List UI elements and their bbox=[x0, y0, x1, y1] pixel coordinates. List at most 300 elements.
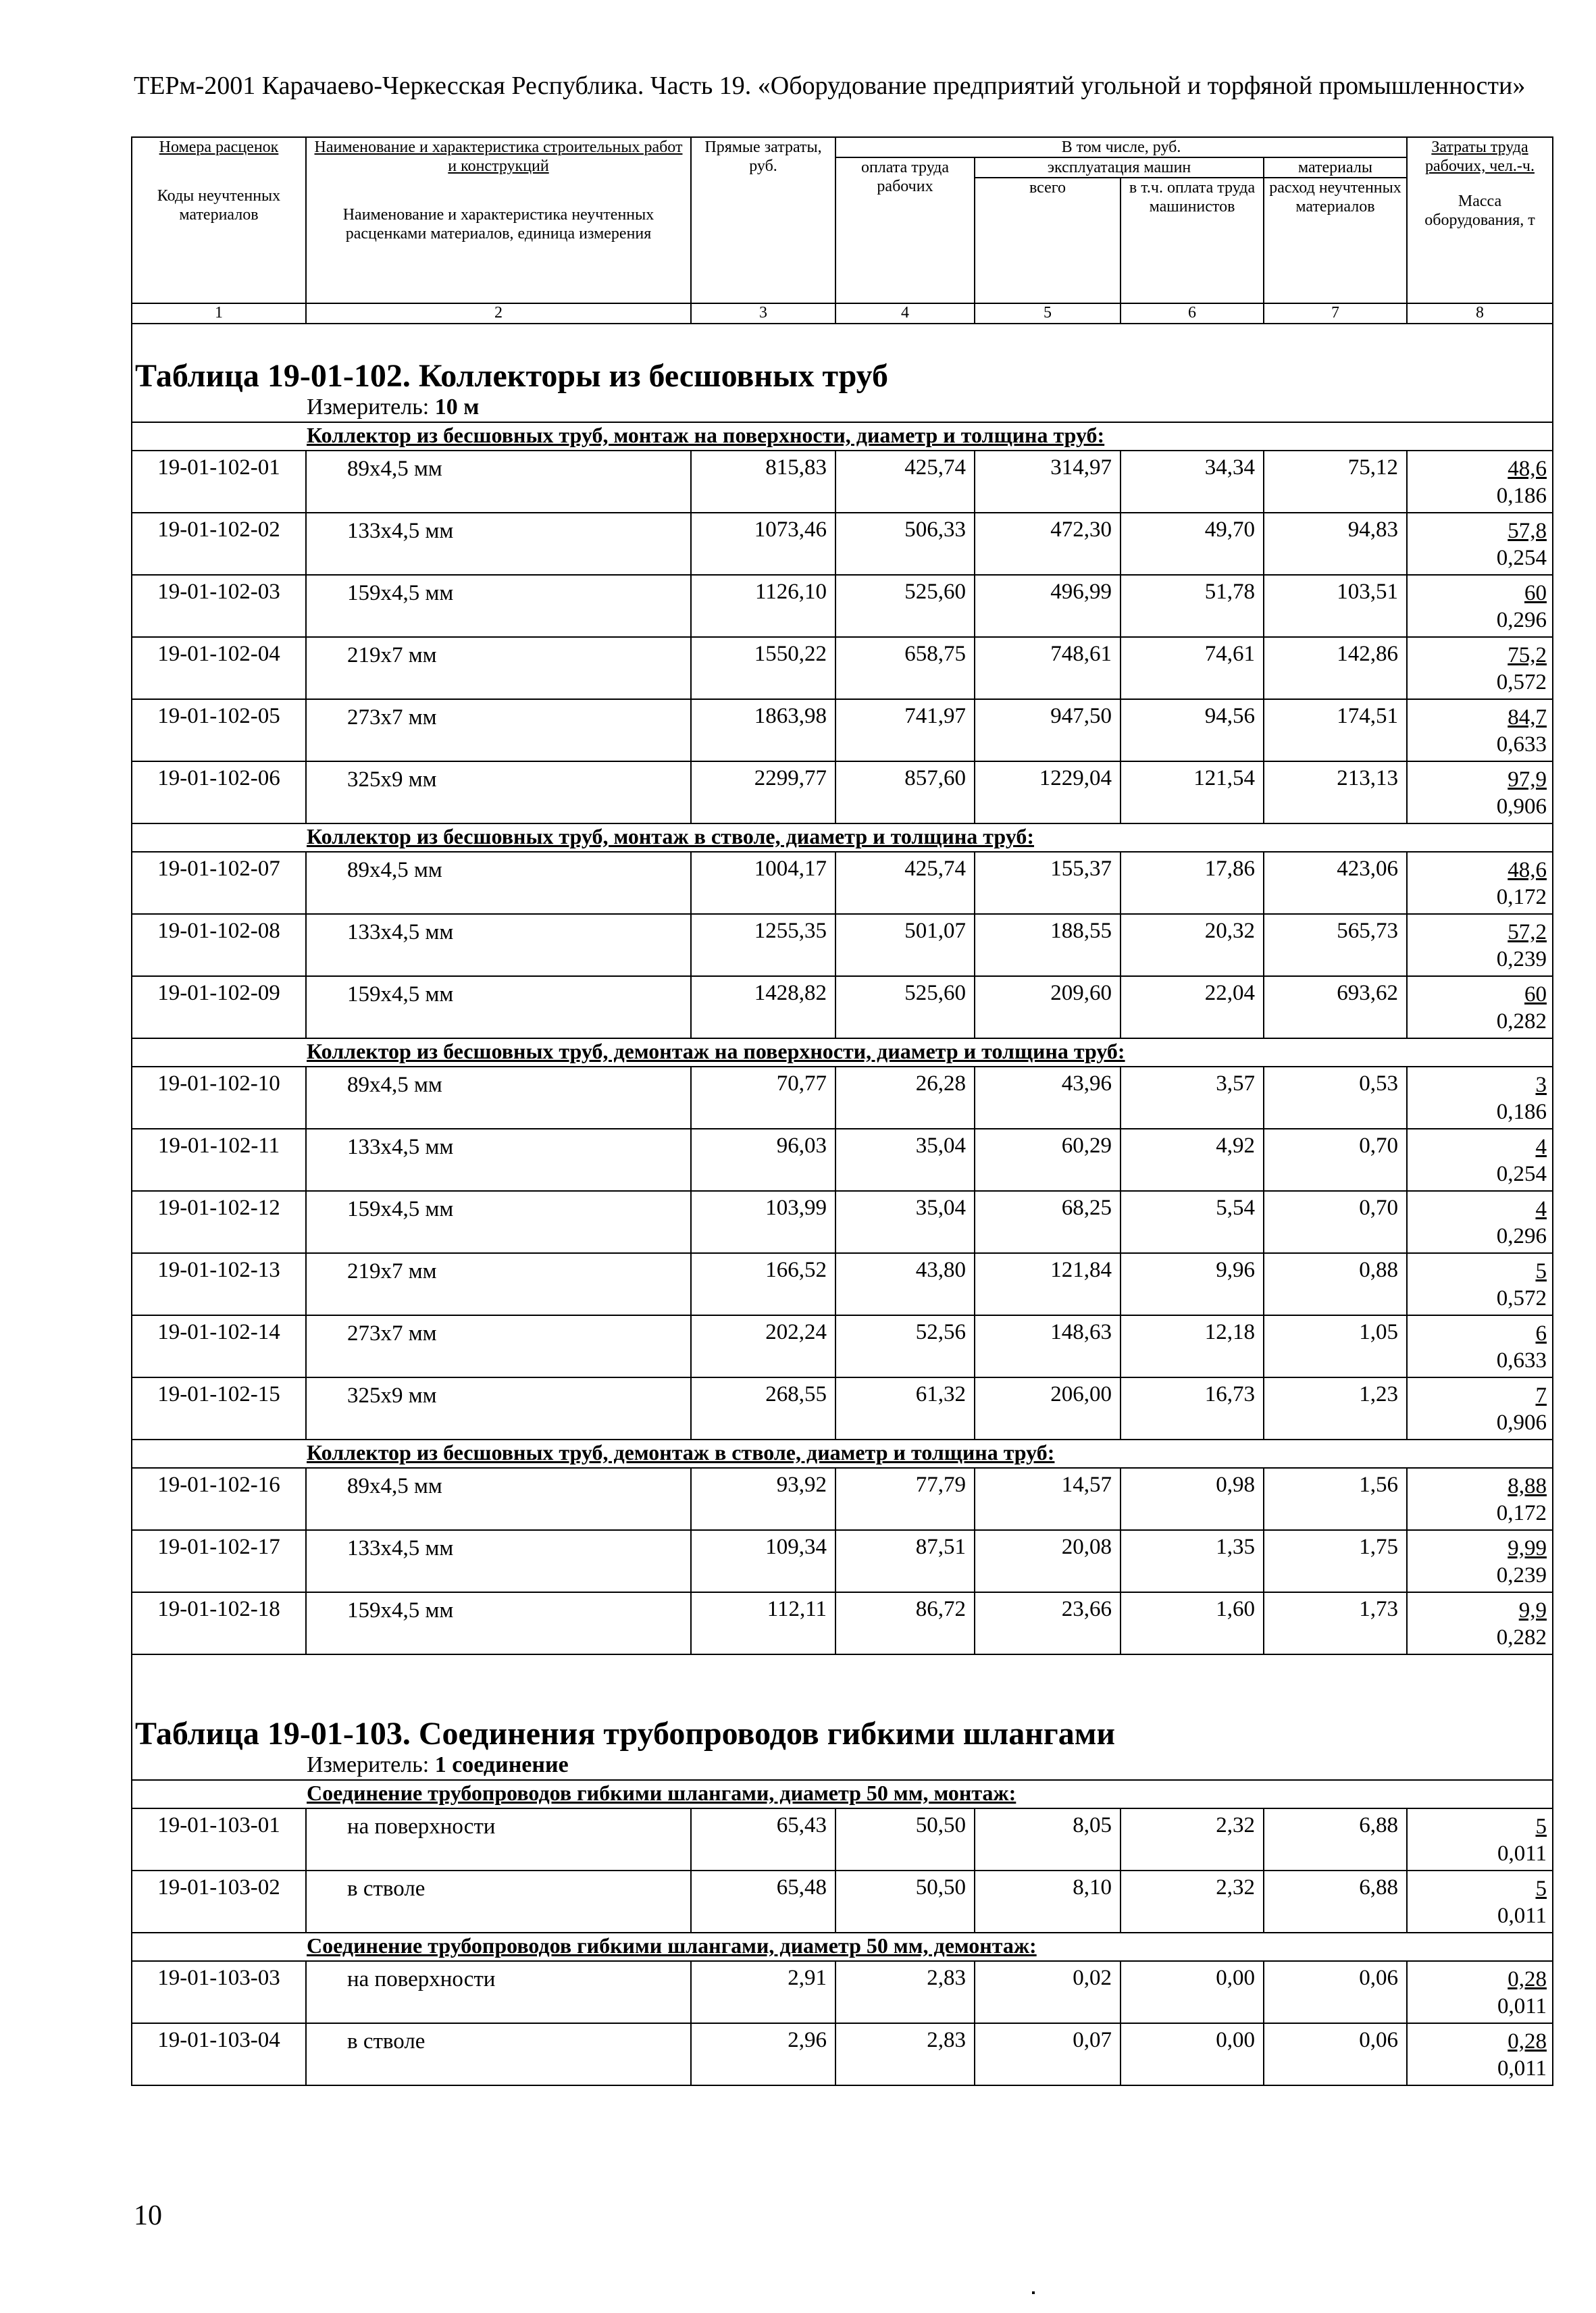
header-col2-top: Наименование и характеристика строительных работ и конструкций bbox=[314, 138, 683, 175]
table-row bbox=[132, 575, 1553, 637]
labor-hours: 48,6 bbox=[1508, 457, 1547, 481]
header-col2 bbox=[306, 137, 691, 303]
value-mach-total: 43,96 bbox=[975, 1067, 1121, 1129]
value-materials: 6,88 bbox=[1264, 1808, 1407, 1871]
value-labor-pay: 501,07 bbox=[835, 914, 975, 976]
section-row bbox=[132, 1933, 1553, 1961]
value-labor-pay: 86,72 bbox=[835, 1592, 975, 1654]
value-mach-total: 209,60 bbox=[975, 976, 1121, 1038]
header-materials: материалы bbox=[1264, 157, 1407, 178]
value-direct: 65,43 bbox=[691, 1808, 835, 1871]
work-name: 219х7 мм bbox=[306, 1253, 691, 1315]
value-mach-pay: 121,54 bbox=[1121, 761, 1264, 823]
header-col1-top: Номера расценок bbox=[159, 138, 279, 156]
column-numbers-row bbox=[132, 303, 1553, 324]
rate-code: 19-01-102-11 bbox=[132, 1129, 306, 1191]
section-title: Соединение трубопроводов гибкими шлангами, диаметр 50 мм, демонтаж: bbox=[307, 1933, 1037, 1958]
header-col6: в т.ч. оплата труда машинистов bbox=[1121, 178, 1264, 303]
header-incl: В том числе, руб. bbox=[835, 137, 1407, 157]
value-mach-total: 188,55 bbox=[975, 914, 1121, 976]
value-labor-pay: 425,74 bbox=[835, 451, 975, 513]
table-title-cell bbox=[132, 1705, 1553, 1752]
work-name: на поверхности bbox=[306, 1961, 691, 2023]
section-row bbox=[132, 1440, 1553, 1468]
value-labor-pay: 50,50 bbox=[835, 1871, 975, 1933]
col-number: 3 bbox=[691, 303, 835, 324]
value-direct: 202,24 bbox=[691, 1315, 835, 1377]
measure-label: Измеритель: bbox=[307, 395, 430, 420]
value-materials: 103,51 bbox=[1264, 575, 1407, 637]
section-cell bbox=[132, 422, 1553, 451]
header-col8 bbox=[1407, 137, 1553, 303]
value-mach-total: 0,02 bbox=[975, 1961, 1121, 2023]
rate-code: 19-01-102-10 bbox=[132, 1067, 306, 1129]
value-labor-pay: 50,50 bbox=[835, 1808, 975, 1871]
equipment-mass: 0,011 bbox=[1497, 1841, 1547, 1866]
labor-mass-cell bbox=[1407, 1468, 1553, 1530]
labor-hours: 5 bbox=[1535, 1814, 1547, 1839]
value-materials: 1,56 bbox=[1264, 1468, 1407, 1530]
value-direct: 166,52 bbox=[691, 1253, 835, 1315]
work-name: 219х7 мм bbox=[306, 637, 691, 699]
value-materials: 1,73 bbox=[1264, 1592, 1407, 1654]
value-materials: 75,12 bbox=[1264, 451, 1407, 513]
rate-code: 19-01-102-08 bbox=[132, 914, 306, 976]
work-name: 89х4,5 мм bbox=[306, 451, 691, 513]
equipment-mass: 0,186 bbox=[1496, 484, 1547, 508]
col-number: 5 bbox=[975, 303, 1121, 324]
section-cell bbox=[132, 1780, 1553, 1808]
value-direct: 268,55 bbox=[691, 1377, 835, 1440]
value-materials: 565,73 bbox=[1264, 914, 1407, 976]
value-materials: 423,06 bbox=[1264, 852, 1407, 914]
labor-hours: 5 bbox=[1535, 1259, 1547, 1283]
spacer-cell bbox=[132, 1654, 1553, 1705]
value-labor-pay: 43,80 bbox=[835, 1253, 975, 1315]
table-row bbox=[132, 451, 1553, 513]
page-number: 10 bbox=[134, 2200, 162, 2231]
value-materials: 0,53 bbox=[1264, 1067, 1407, 1129]
measure-value: 10 м bbox=[434, 395, 480, 420]
labor-hours: 9,99 bbox=[1508, 1536, 1547, 1560]
equipment-mass: 0,572 bbox=[1496, 670, 1547, 694]
work-name: 133х4,5 мм bbox=[306, 513, 691, 575]
equipment-mass: 0,172 bbox=[1496, 1501, 1547, 1525]
rate-code: 19-01-103-03 bbox=[132, 1961, 306, 2023]
section-cell bbox=[132, 823, 1553, 852]
value-mach-pay: 74,61 bbox=[1121, 637, 1264, 699]
value-mach-pay: 2,32 bbox=[1121, 1808, 1264, 1871]
value-direct: 1863,98 bbox=[691, 699, 835, 761]
value-mach-pay: 0,00 bbox=[1121, 1961, 1264, 2023]
labor-mass-cell bbox=[1407, 1871, 1553, 1933]
work-name: 325х9 мм bbox=[306, 761, 691, 823]
value-direct: 93,92 bbox=[691, 1468, 835, 1530]
value-materials: 1,23 bbox=[1264, 1377, 1407, 1440]
header-col7: расход неучтенных материалов bbox=[1264, 178, 1407, 303]
labor-mass-cell bbox=[1407, 699, 1553, 761]
equipment-mass: 0,239 bbox=[1496, 947, 1547, 971]
rate-code: 19-01-102-05 bbox=[132, 699, 306, 761]
work-name: 89х4,5 мм bbox=[306, 1468, 691, 1530]
table-row bbox=[132, 513, 1553, 575]
labor-mass-cell bbox=[1407, 1961, 1553, 2023]
value-direct: 2,91 bbox=[691, 1961, 835, 2023]
value-direct: 815,83 bbox=[691, 451, 835, 513]
value-labor-pay: 87,51 bbox=[835, 1530, 975, 1592]
header-machines: эксплуатация машин bbox=[975, 157, 1264, 178]
header-row-1 bbox=[132, 137, 1553, 157]
col-number: 1 bbox=[132, 303, 306, 324]
equipment-mass: 0,633 bbox=[1496, 1348, 1547, 1373]
labor-mass-cell bbox=[1407, 761, 1553, 823]
labor-hours: 57,8 bbox=[1508, 519, 1547, 543]
labor-hours: 8,88 bbox=[1508, 1474, 1547, 1498]
section-cell bbox=[132, 1933, 1553, 1961]
header-col8-bottom: Масса оборудования, т bbox=[1424, 193, 1535, 229]
value-direct: 1073,46 bbox=[691, 513, 835, 575]
value-labor-pay: 506,33 bbox=[835, 513, 975, 575]
header-col3: Прямые затраты, руб. bbox=[691, 137, 835, 303]
equipment-mass: 0,282 bbox=[1496, 1625, 1547, 1650]
value-mach-total: 20,08 bbox=[975, 1530, 1121, 1592]
table-row bbox=[132, 1808, 1553, 1871]
value-mach-pay: 3,57 bbox=[1121, 1067, 1264, 1129]
value-mach-pay: 1,35 bbox=[1121, 1530, 1264, 1592]
work-name: 159х4,5 мм bbox=[306, 1592, 691, 1654]
table-row bbox=[132, 1377, 1553, 1440]
value-mach-total: 0,07 bbox=[975, 2023, 1121, 2085]
table-row bbox=[132, 852, 1553, 914]
work-name: 273х7 мм bbox=[306, 1315, 691, 1377]
value-materials: 1,05 bbox=[1264, 1315, 1407, 1377]
labor-mass-cell bbox=[1407, 637, 1553, 699]
section-row bbox=[132, 422, 1553, 451]
value-direct: 1550,22 bbox=[691, 637, 835, 699]
table-title: Таблица 19-01-103. Соединения трубопроводов гибкими шлангами bbox=[135, 1716, 1116, 1752]
value-mach-total: 206,00 bbox=[975, 1377, 1121, 1440]
labor-hours: 4 bbox=[1535, 1197, 1547, 1221]
labor-hours: 0,28 bbox=[1508, 2029, 1547, 2054]
value-labor-pay: 35,04 bbox=[835, 1191, 975, 1253]
labor-mass-cell bbox=[1407, 1592, 1553, 1654]
value-direct: 2,96 bbox=[691, 2023, 835, 2085]
table-row bbox=[132, 1067, 1553, 1129]
labor-hours: 97,9 bbox=[1508, 767, 1547, 792]
value-direct: 112,11 bbox=[691, 1592, 835, 1654]
equipment-mass: 0,296 bbox=[1496, 1224, 1547, 1248]
table-row bbox=[132, 699, 1553, 761]
equipment-mass: 0,254 bbox=[1496, 546, 1547, 570]
work-name: 89х4,5 мм bbox=[306, 1067, 691, 1129]
value-mach-total: 472,30 bbox=[975, 513, 1121, 575]
spacer-cell bbox=[132, 324, 1553, 347]
header-col4: оплата труда рабочих bbox=[835, 157, 975, 303]
labor-hours: 60 bbox=[1524, 982, 1547, 1007]
labor-hours: 4 bbox=[1535, 1135, 1547, 1159]
work-name: на поверхности bbox=[306, 1808, 691, 1871]
table-title: Таблица 19-01-102. Коллекторы из бесшовных труб bbox=[135, 358, 889, 394]
work-name: 159х4,5 мм bbox=[306, 1191, 691, 1253]
value-direct: 103,99 bbox=[691, 1191, 835, 1253]
value-direct: 96,03 bbox=[691, 1129, 835, 1191]
labor-hours: 9,9 bbox=[1518, 1598, 1547, 1623]
section-cell bbox=[132, 1038, 1553, 1067]
value-mach-pay: 94,56 bbox=[1121, 699, 1264, 761]
rate-code: 19-01-102-17 bbox=[132, 1530, 306, 1592]
section-title: Коллектор из бесшовных труб, демонтаж в стволе, диаметр и толщина труб: bbox=[307, 1440, 1055, 1465]
measure-row bbox=[132, 1752, 1553, 1780]
table-row bbox=[132, 1129, 1553, 1191]
equipment-mass: 0,239 bbox=[1496, 1563, 1547, 1587]
section-row bbox=[132, 1780, 1553, 1808]
rate-code: 19-01-102-02 bbox=[132, 513, 306, 575]
header-col2-bottom: Наименование и характеристика неучтенных расценками материалов, единица измерения bbox=[342, 206, 654, 243]
equipment-mass: 0,633 bbox=[1496, 732, 1547, 757]
section-cell bbox=[132, 1440, 1553, 1468]
equipment-mass: 0,572 bbox=[1496, 1286, 1547, 1311]
table-row bbox=[132, 976, 1553, 1038]
labor-mass-cell bbox=[1407, 2023, 1553, 2085]
col-number: 6 bbox=[1121, 303, 1264, 324]
rate-code: 19-01-102-12 bbox=[132, 1191, 306, 1253]
labor-hours: 3 bbox=[1535, 1073, 1547, 1097]
labor-mass-cell bbox=[1407, 451, 1553, 513]
value-mach-pay: 9,96 bbox=[1121, 1253, 1264, 1315]
spacer-row bbox=[132, 324, 1553, 347]
rate-code: 19-01-103-01 bbox=[132, 1808, 306, 1871]
value-materials: 142,86 bbox=[1264, 637, 1407, 699]
col-number: 4 bbox=[835, 303, 975, 324]
value-mach-pay: 49,70 bbox=[1121, 513, 1264, 575]
labor-mass-cell bbox=[1407, 1253, 1553, 1315]
value-mach-total: 68,25 bbox=[975, 1191, 1121, 1253]
table-row bbox=[132, 1871, 1553, 1933]
rate-code: 19-01-102-15 bbox=[132, 1377, 306, 1440]
value-mach-total: 8,05 bbox=[975, 1808, 1121, 1871]
work-name: 325х9 мм bbox=[306, 1377, 691, 1440]
work-name: 159х4,5 мм bbox=[306, 575, 691, 637]
work-name: 133х4,5 мм bbox=[306, 1129, 691, 1191]
measure-label: Измеритель: bbox=[307, 1752, 430, 1777]
labor-hours: 57,2 bbox=[1508, 920, 1547, 944]
page-header-title: ТЕРм-2001 Карачаево-Черкесская Республика. Часть 19. «Оборудование предприятий угольной и торфяной промышленности» bbox=[134, 72, 1526, 100]
table-row bbox=[132, 1315, 1553, 1377]
table-row bbox=[132, 1530, 1553, 1592]
value-mach-pay: 20,32 bbox=[1121, 914, 1264, 976]
rate-code: 19-01-102-14 bbox=[132, 1315, 306, 1377]
equipment-mass: 0,906 bbox=[1496, 1410, 1547, 1435]
value-labor-pay: 425,74 bbox=[835, 852, 975, 914]
labor-hours: 84,7 bbox=[1508, 705, 1547, 730]
value-direct: 1255,35 bbox=[691, 914, 835, 976]
value-labor-pay: 741,97 bbox=[835, 699, 975, 761]
measure-value: 1 соединение bbox=[434, 1752, 569, 1777]
value-mach-pay: 34,34 bbox=[1121, 451, 1264, 513]
table-row bbox=[132, 1468, 1553, 1530]
value-direct: 109,34 bbox=[691, 1530, 835, 1592]
table-row bbox=[132, 1253, 1553, 1315]
value-mach-total: 8,10 bbox=[975, 1871, 1121, 1933]
value-mach-pay: 12,18 bbox=[1121, 1315, 1264, 1377]
spacer-row bbox=[132, 1654, 1553, 1705]
col-number: 8 bbox=[1407, 303, 1553, 324]
rates-table bbox=[131, 136, 1553, 2086]
equipment-mass: 0,011 bbox=[1497, 2056, 1547, 2081]
value-direct: 1428,82 bbox=[691, 976, 835, 1038]
value-mach-pay: 4,92 bbox=[1121, 1129, 1264, 1191]
rate-code: 19-01-102-03 bbox=[132, 575, 306, 637]
rate-code: 19-01-102-06 bbox=[132, 761, 306, 823]
table-row bbox=[132, 2023, 1553, 2085]
value-mach-total: 121,84 bbox=[975, 1253, 1121, 1315]
value-labor-pay: 2,83 bbox=[835, 1961, 975, 2023]
labor-mass-cell bbox=[1407, 1191, 1553, 1253]
value-direct: 2299,77 bbox=[691, 761, 835, 823]
value-mach-total: 748,61 bbox=[975, 637, 1121, 699]
section-title: Коллектор из бесшовных труб, монтаж в стволе, диаметр и толщина труб: bbox=[307, 824, 1035, 848]
value-labor-pay: 525,60 bbox=[835, 575, 975, 637]
value-labor-pay: 525,60 bbox=[835, 976, 975, 1038]
value-mach-pay: 2,32 bbox=[1121, 1871, 1264, 1933]
value-direct: 70,77 bbox=[691, 1067, 835, 1129]
labor-mass-cell bbox=[1407, 1377, 1553, 1440]
labor-hours: 7 bbox=[1535, 1383, 1547, 1408]
work-name: 89х4,5 мм bbox=[306, 852, 691, 914]
header-col1-bottom: Коды неучтенных материалов bbox=[157, 187, 281, 224]
col-number: 7 bbox=[1264, 303, 1407, 324]
table-title-cell bbox=[132, 347, 1553, 395]
value-labor-pay: 61,32 bbox=[835, 1377, 975, 1440]
rate-code: 19-01-102-09 bbox=[132, 976, 306, 1038]
equipment-mass: 0,186 bbox=[1496, 1100, 1547, 1124]
header-col8-top: Затраты труда рабочих, чел.-ч. bbox=[1425, 138, 1535, 175]
value-mach-pay: 0,00 bbox=[1121, 2023, 1264, 2085]
value-materials: 0,06 bbox=[1264, 1961, 1407, 2023]
table-row bbox=[132, 1191, 1553, 1253]
work-name: 133х4,5 мм bbox=[306, 914, 691, 976]
rate-code: 19-01-102-16 bbox=[132, 1468, 306, 1530]
labor-hours: 60 bbox=[1524, 581, 1547, 605]
labor-hours: 5 bbox=[1535, 1877, 1547, 1901]
value-mach-total: 155,37 bbox=[975, 852, 1121, 914]
section-row bbox=[132, 823, 1553, 852]
equipment-mass: 0,282 bbox=[1496, 1009, 1547, 1034]
equipment-mass: 0,254 bbox=[1496, 1162, 1547, 1186]
table-row bbox=[132, 761, 1553, 823]
value-labor-pay: 658,75 bbox=[835, 637, 975, 699]
value-materials: 0,88 bbox=[1264, 1253, 1407, 1315]
rate-code: 19-01-102-07 bbox=[132, 852, 306, 914]
rate-code: 19-01-103-02 bbox=[132, 1871, 306, 1933]
value-direct: 1004,17 bbox=[691, 852, 835, 914]
scan-dot bbox=[1032, 2291, 1035, 2294]
work-name: 133х4,5 мм bbox=[306, 1530, 691, 1592]
measure-cell bbox=[132, 1752, 1553, 1780]
rate-code: 19-01-102-01 bbox=[132, 451, 306, 513]
value-mach-pay: 22,04 bbox=[1121, 976, 1264, 1038]
labor-mass-cell bbox=[1407, 1067, 1553, 1129]
work-name: 159х4,5 мм bbox=[306, 976, 691, 1038]
labor-mass-cell bbox=[1407, 575, 1553, 637]
rate-code: 19-01-102-13 bbox=[132, 1253, 306, 1315]
value-materials: 0,70 bbox=[1264, 1129, 1407, 1191]
equipment-mass: 0,296 bbox=[1496, 608, 1547, 632]
table-title-row bbox=[132, 1705, 1553, 1752]
table-row bbox=[132, 914, 1553, 976]
table-row bbox=[132, 1592, 1553, 1654]
value-mach-pay: 51,78 bbox=[1121, 575, 1264, 637]
equipment-mass: 0,011 bbox=[1497, 1994, 1547, 2018]
value-materials: 0,70 bbox=[1264, 1191, 1407, 1253]
value-direct: 1126,10 bbox=[691, 575, 835, 637]
value-labor-pay: 52,56 bbox=[835, 1315, 975, 1377]
labor-mass-cell bbox=[1407, 1808, 1553, 1871]
equipment-mass: 0,011 bbox=[1497, 1904, 1547, 1928]
value-materials: 1,75 bbox=[1264, 1530, 1407, 1592]
header-col5: всего bbox=[975, 178, 1121, 303]
value-materials: 693,62 bbox=[1264, 976, 1407, 1038]
value-materials: 0,06 bbox=[1264, 2023, 1407, 2085]
rate-code: 19-01-103-04 bbox=[132, 2023, 306, 2085]
value-mach-pay: 1,60 bbox=[1121, 1592, 1264, 1654]
rate-code: 19-01-102-04 bbox=[132, 637, 306, 699]
value-labor-pay: 77,79 bbox=[835, 1468, 975, 1530]
value-mach-total: 23,66 bbox=[975, 1592, 1121, 1654]
work-name: 273х7 мм bbox=[306, 699, 691, 761]
labor-hours: 75,2 bbox=[1508, 643, 1547, 667]
value-labor-pay: 857,60 bbox=[835, 761, 975, 823]
labor-mass-cell bbox=[1407, 976, 1553, 1038]
section-title: Соединение трубопроводов гибкими шлангами, диаметр 50 мм, монтаж: bbox=[307, 1781, 1016, 1805]
labor-mass-cell bbox=[1407, 1129, 1553, 1191]
value-materials: 94,83 bbox=[1264, 513, 1407, 575]
labor-mass-cell bbox=[1407, 1530, 1553, 1592]
labor-hours: 0,28 bbox=[1508, 1967, 1547, 1991]
value-materials: 213,13 bbox=[1264, 761, 1407, 823]
value-mach-total: 60,29 bbox=[975, 1129, 1121, 1191]
labor-mass-cell bbox=[1407, 914, 1553, 976]
measure-row bbox=[132, 395, 1553, 422]
equipment-mass: 0,906 bbox=[1496, 794, 1547, 819]
labor-hours: 6 bbox=[1535, 1321, 1547, 1346]
value-mach-total: 14,57 bbox=[975, 1468, 1121, 1530]
labor-mass-cell bbox=[1407, 1315, 1553, 1377]
section-title: Коллектор из бесшовных труб, демонтаж на поверхности, диаметр и толщина труб: bbox=[307, 1039, 1125, 1063]
labor-hours: 48,6 bbox=[1508, 858, 1547, 882]
value-mach-total: 314,97 bbox=[975, 451, 1121, 513]
value-direct: 65,48 bbox=[691, 1871, 835, 1933]
value-materials: 174,51 bbox=[1264, 699, 1407, 761]
value-labor-pay: 26,28 bbox=[835, 1067, 975, 1129]
labor-mass-cell bbox=[1407, 852, 1553, 914]
table-row bbox=[132, 637, 1553, 699]
value-mach-pay: 5,54 bbox=[1121, 1191, 1264, 1253]
work-name: в стволе bbox=[306, 2023, 691, 2085]
work-name: в стволе bbox=[306, 1871, 691, 1933]
value-mach-pay: 16,73 bbox=[1121, 1377, 1264, 1440]
measure-cell bbox=[132, 395, 1553, 422]
table-title-row bbox=[132, 347, 1553, 395]
value-labor-pay: 2,83 bbox=[835, 2023, 975, 2085]
value-mach-total: 148,63 bbox=[975, 1315, 1121, 1377]
value-mach-total: 1229,04 bbox=[975, 761, 1121, 823]
value-labor-pay: 35,04 bbox=[835, 1129, 975, 1191]
section-row bbox=[132, 1038, 1553, 1067]
value-mach-pay: 0,98 bbox=[1121, 1468, 1264, 1530]
table-row bbox=[132, 1961, 1553, 2023]
section-title: Коллектор из бесшовных труб, монтаж на поверхности, диаметр и толщина труб: bbox=[307, 423, 1105, 447]
